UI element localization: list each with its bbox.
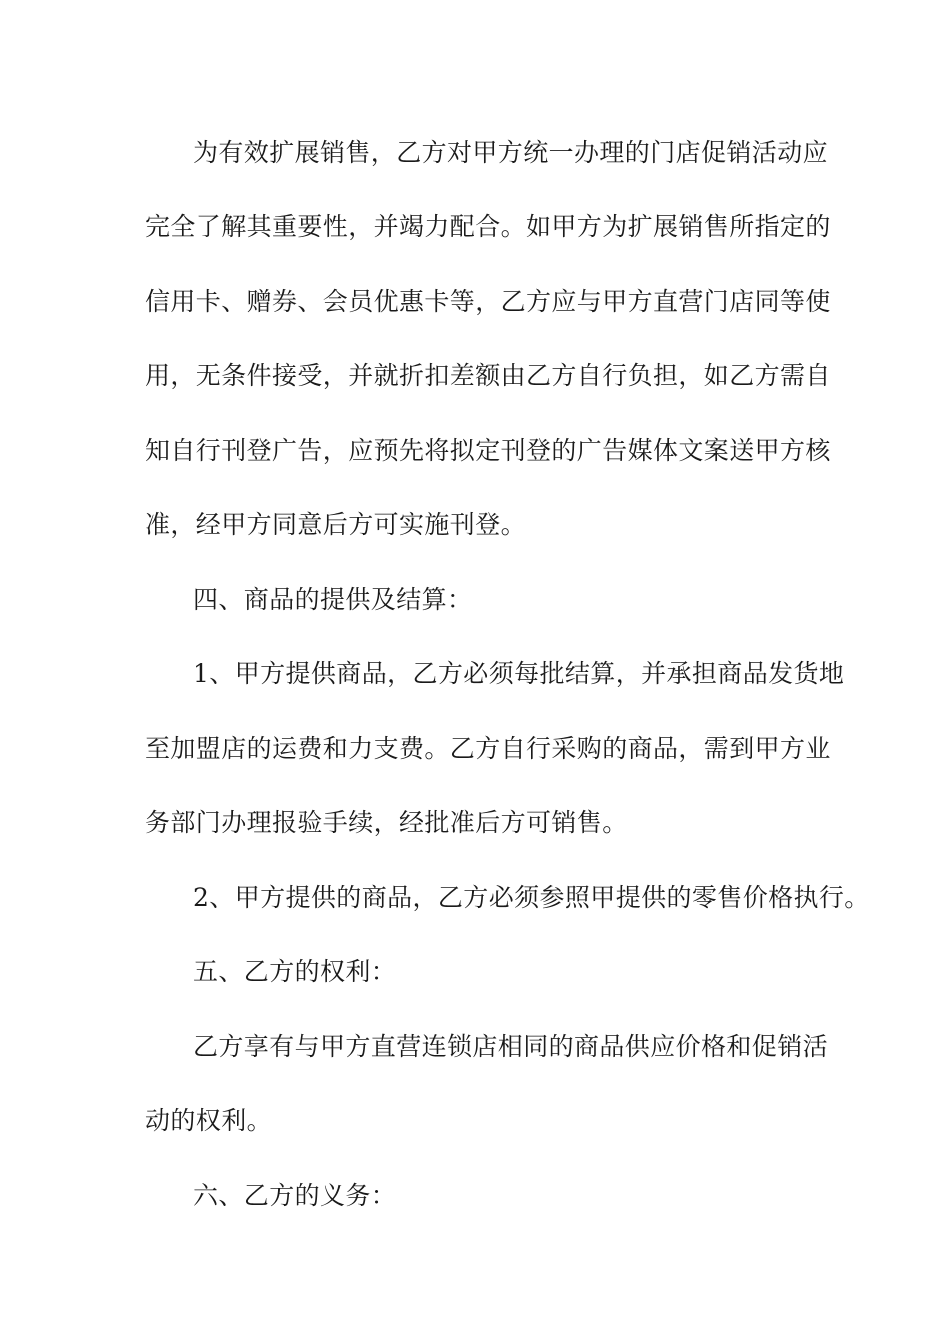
paragraph-line: 动的权利。 [145,1106,273,1135]
paragraph-line: 完全了解其重要性，并竭力配合。如甲方为扩展销售所指定的 [145,212,831,241]
section-heading: 四、商品的提供及结算： [193,585,473,614]
paragraph-line: 信用卡、赠券、会员优惠卡等，乙方应与甲方直营门店同等使 [145,287,831,316]
paragraph-line: 1、甲方提供商品，乙方必须每批结算，并承担商品发货地 [193,659,845,688]
section-heading: 六、乙方的义务： [193,1181,397,1210]
paragraph-line: 乙方享有与甲方直营连锁店相同的商品供应价格和促销活 [193,1032,829,1061]
section-heading: 五、乙方的权利： [193,957,397,986]
paragraph-line: 知自行刊登广告，应预先将拟定刊登的广告媒体文案送甲方核 [145,436,831,465]
paragraph-line: 务部门办理报验手续，经批准后方可销售。 [145,808,628,837]
paragraph-line: 2、甲方提供的商品，乙方必须参照甲提供的零售价格执行。 [193,883,870,912]
paragraph-line: 准，经甲方同意后方可实施刊登。 [145,510,527,539]
paragraph-line: 为有效扩展销售，乙方对甲方统一办理的门店促销活动应 [193,138,829,167]
paragraph-line: 至加盟店的运费和力支费。乙方自行采购的商品，需到甲方业 [145,734,831,763]
paragraph-line: 用，无条件接受，并就折扣差额由乙方自行负担，如乙方需自 [145,361,831,390]
